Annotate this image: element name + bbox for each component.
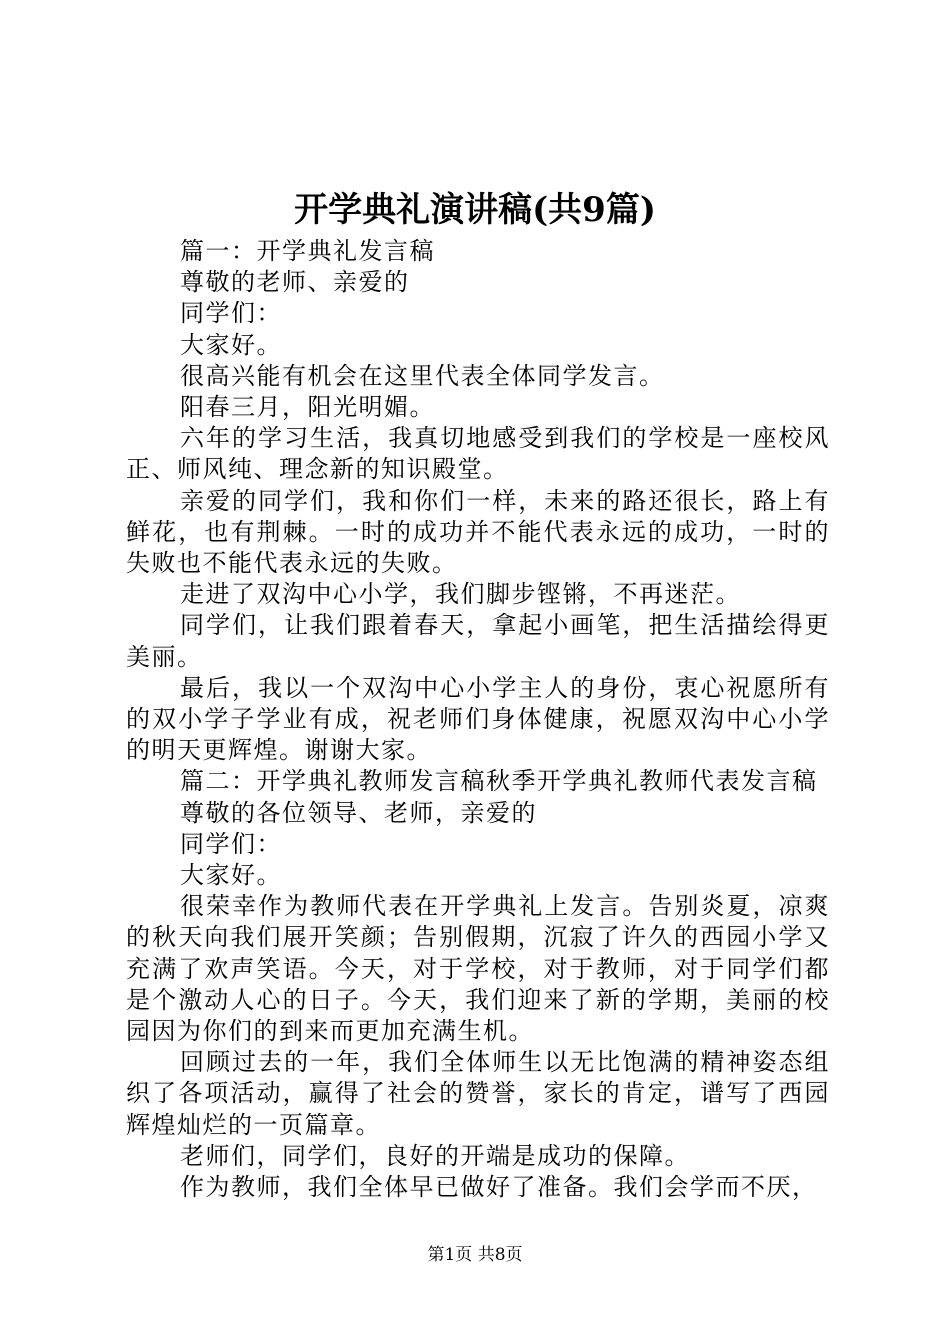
paragraph: 阳春三月，阳光明媚。 (180, 393, 435, 422)
document-body (126, 236, 830, 1203)
paragraph: 同学们： (180, 299, 282, 328)
paragraph: 回顾过去的一年，我们全体师生以无比饱满的精神姿态组织了各项活动，赢得了社会的赞誉，家长的肯定，谱写了西园辉煌灿烂的一页篇章。 (126, 1048, 830, 1139)
paragraph: 亲爱的同学们，我和你们一样，未来的路还很长，路上有鲜花，也有荆棘。一时的成功并不能代表永远的成功，一时的失败也不能代表永远的失败。 (126, 486, 830, 578)
paragraph: 作为教师，我们全体早已做好了准备。我们会学而不厌， (180, 1173, 818, 1202)
paragraph: 最后，我以一个双沟中心小学主人的身份，衷心祝愿所有的双小学子学业有成，祝老师们身体健康，祝愿双沟中心小学的明天更辉煌。谢谢大家。 (126, 673, 830, 765)
document-title: 开学典礼演讲稿(共9篇) (294, 190, 656, 230)
paragraph: 很荣幸作为教师代表在开学典礼上发言。告别炎夏，凉爽的秋天向我们展开笑颜；告别假期，沉寂了许久的西园小学又充满了欢声笑语。今天，对于学校，对于教师，对于同学们都是个激动人心的日子。今天，我们迎来了新的学期，美丽的校园因为你们的到来而更加充满生机。 (126, 892, 830, 1046)
paragraph: 大家好。 (180, 330, 282, 359)
paragraph: 篇一：开学典礼发言稿 (180, 237, 435, 265)
paragraph: 很高兴能有机会在这里代表全体同学发言。 (180, 361, 665, 390)
paragraph: 同学们，让我们跟着春天，拿起小画笔，把生活描绘得更美丽。 (126, 611, 830, 671)
paragraph: 老师们，同学们，良好的开端是成功的保障。 (180, 1141, 690, 1170)
paragraph: 尊敬的各位领导、老师，亲爱的 (180, 798, 537, 827)
paragraph: 同学们： (180, 829, 282, 858)
paragraph: 篇二：开学典礼教师发言稿秋季开学典礼教师代表发言稿 (180, 767, 818, 796)
paragraph: 大家好。 (180, 861, 282, 890)
paragraph: 走进了双沟中心小学，我们脚步铿锵，不再迷茫。 (180, 580, 741, 609)
paragraph: 尊敬的老师、亲爱的 (180, 268, 410, 297)
page-footer: 第1页 共8页 (427, 1245, 523, 1265)
paragraph: 六年的学习生活，我真切地感受到我们的学校是一座校风正、师风纯、理念新的知识殿堂。 (126, 424, 830, 484)
